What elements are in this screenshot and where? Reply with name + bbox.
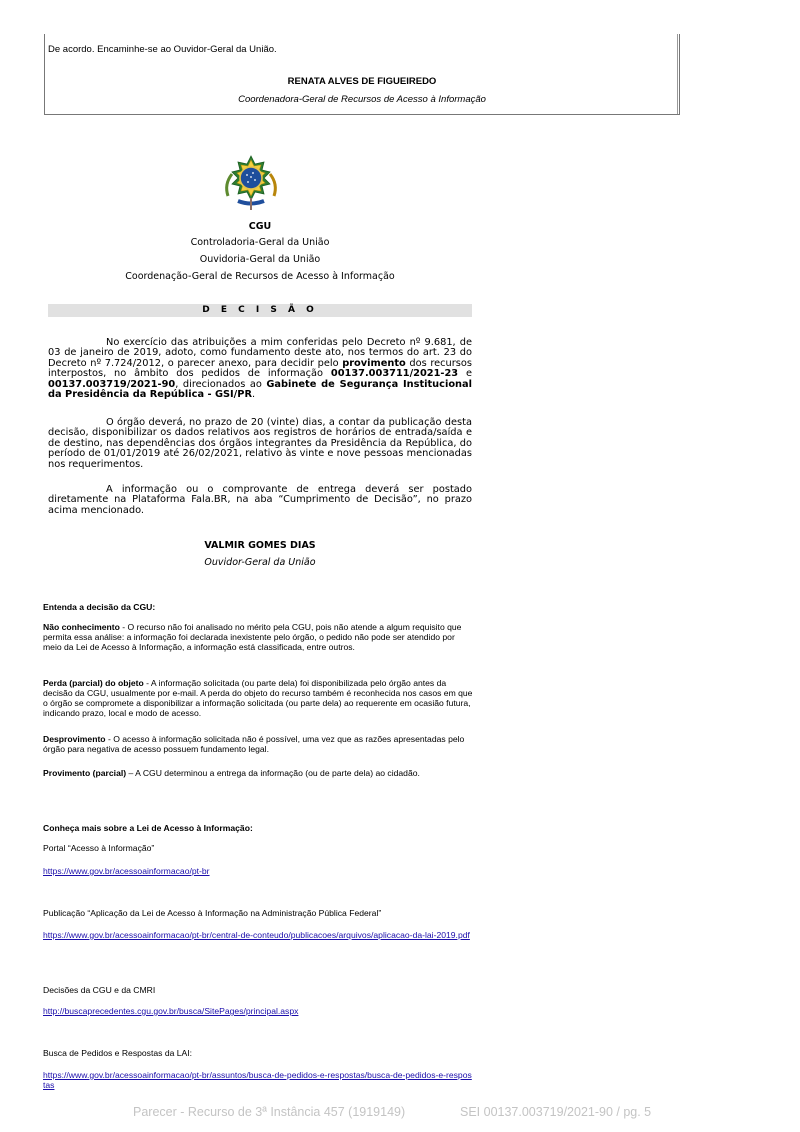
explain-item: Desprovimento - O acesso à informação solicitada não é possível, uma vez que as razões apresentadas pelo órgão para negativa de acesso possuem fundamento legal. bbox=[43, 734, 465, 754]
resource-link[interactable]: http://buscaprecedentes.cgu.gov.br/busca/SitePages/principal.aspx bbox=[43, 1006, 299, 1016]
explain-item: Não conhecimento - O recurso não foi analisado no mérito pela CGU, pois não atende a algum requisito que permita essa análise: a informação foi declarada inexistente pelo órgão, o pedido não pode ser atendido por meio da Lei de Acesso à Informação, a informação está classificada, entre outros. bbox=[43, 622, 462, 652]
org-line-1: Controladoria-Geral da União bbox=[190, 237, 330, 248]
resource-label: Publicação “Aplicação da Lei de Acesso à Informação na Administração Pública Federal” bbox=[43, 908, 382, 918]
approval-signer-name: RENATA ALVES DE FIGUEIREDO bbox=[287, 76, 437, 87]
resource-label: Busca de Pedidos e Respostas da LAI: bbox=[43, 1048, 193, 1058]
resource-link[interactable]: https://www.gov.br/acessoainformacao/pt-br bbox=[43, 866, 210, 876]
explain-heading: Entenda a decisão da CGU: bbox=[43, 602, 156, 612]
resource-link[interactable]: https://www.gov.br/acessoainformacao/pt-br/assuntos/busca-de-pedidos-e-respostas/busca-de-pedidos-e-respostas bbox=[43, 1070, 472, 1090]
resource-label: Decisões da CGU e da CMRI bbox=[43, 985, 156, 995]
decision-signer-name: VALMIR GOMES DIAS bbox=[204, 540, 316, 551]
resource-label: Portal “Acesso à Informação” bbox=[43, 843, 155, 853]
decision-title: D E C I S Ã O bbox=[48, 304, 472, 317]
approval-signer-role: Coordenadora-Geral de Recursos de Acesso à Informação bbox=[238, 94, 486, 105]
footer-process-page: SEI 00137.003719/2021-90 / pg. 5 bbox=[460, 1105, 652, 1119]
resource-link[interactable]: https://www.gov.br/acessoainformacao/pt-br/central-de-conteudo/publicacoes/arquivos/aplicacao-da-lai-2019.pdf bbox=[43, 930, 470, 940]
explain-item: Provimento (parcial) – A CGU determinou a entrega da informação (ou de parte dela) ao cidadão. bbox=[43, 768, 420, 778]
org-line-3: Coordenação-Geral de Recursos de Acesso à Informação bbox=[125, 271, 395, 282]
footer-document-id: Parecer - Recurso de 3ª Instância 457 (1919149) bbox=[133, 1105, 406, 1119]
decision-paragraph-3: A informação ou o comprovante de entrega deverá ser postado diretamente na Plataforma Fala.BR, na aba “Cumprimento de Decisão”, no prazo acima mencionado. bbox=[48, 484, 472, 516]
org-acronym: CGU bbox=[248, 221, 272, 232]
approval-box bbox=[44, 34, 680, 115]
decision-signer-role: Ouvidor-Geral da União bbox=[204, 557, 316, 568]
more-heading: Conheça mais sobre a Lei de Acesso à Informação: bbox=[43, 823, 253, 833]
brazil-coat-of-arms-icon bbox=[218, 154, 284, 214]
explain-item: Perda (parcial) do objeto - A informação solicitada (ou parte dela) foi disponibilizada pelo órgão antes da decisão da CGU, usualmente por e-mail. A perda do objeto do recurso também é reconhecida nos casos em que o órgão se compromete a disponibilizar a informação solicitada (ou parte dela) ao requerente em ocasião futura, indicando prazo, local e modo de acesso. bbox=[43, 678, 473, 718]
decision-paragraph-2: O órgão deverá, no prazo de 20 (vinte) dias, a contar da publicação desta decisão, disponibilizar os dados relativos aos registros de horários de entrada/saída e de destino, nas dependências dos órgãos integrantes da Presidência da República, do período de 01/01/2019 até 26/02/2021, relativo às vinte e nove pessoas mencionadas nos requerimentos. bbox=[48, 417, 472, 470]
approval-text: De acordo. Encaminhe-se ao Ouvidor-Geral da União. bbox=[48, 44, 277, 55]
org-line-2: Ouvidoria-Geral da União bbox=[199, 254, 321, 265]
decision-paragraph-1: No exercício das atribuições a mim conferidas pelo Decreto nº 9.681, de 03 de janeiro de 2019, adoto, como fundamento deste ato, nos termos do art. 23 do Decreto nº 7.724/2012, o parecer anexo, para decidir pelo provimento dos recursos interpostos, no âmbito dos pedidos de informação 00137.003711/2021-23 e 00137.003719/2021-90, direcionados ao Gabinete de Segurança Institucional da Presidência da República - GSI/PR. bbox=[48, 337, 472, 401]
